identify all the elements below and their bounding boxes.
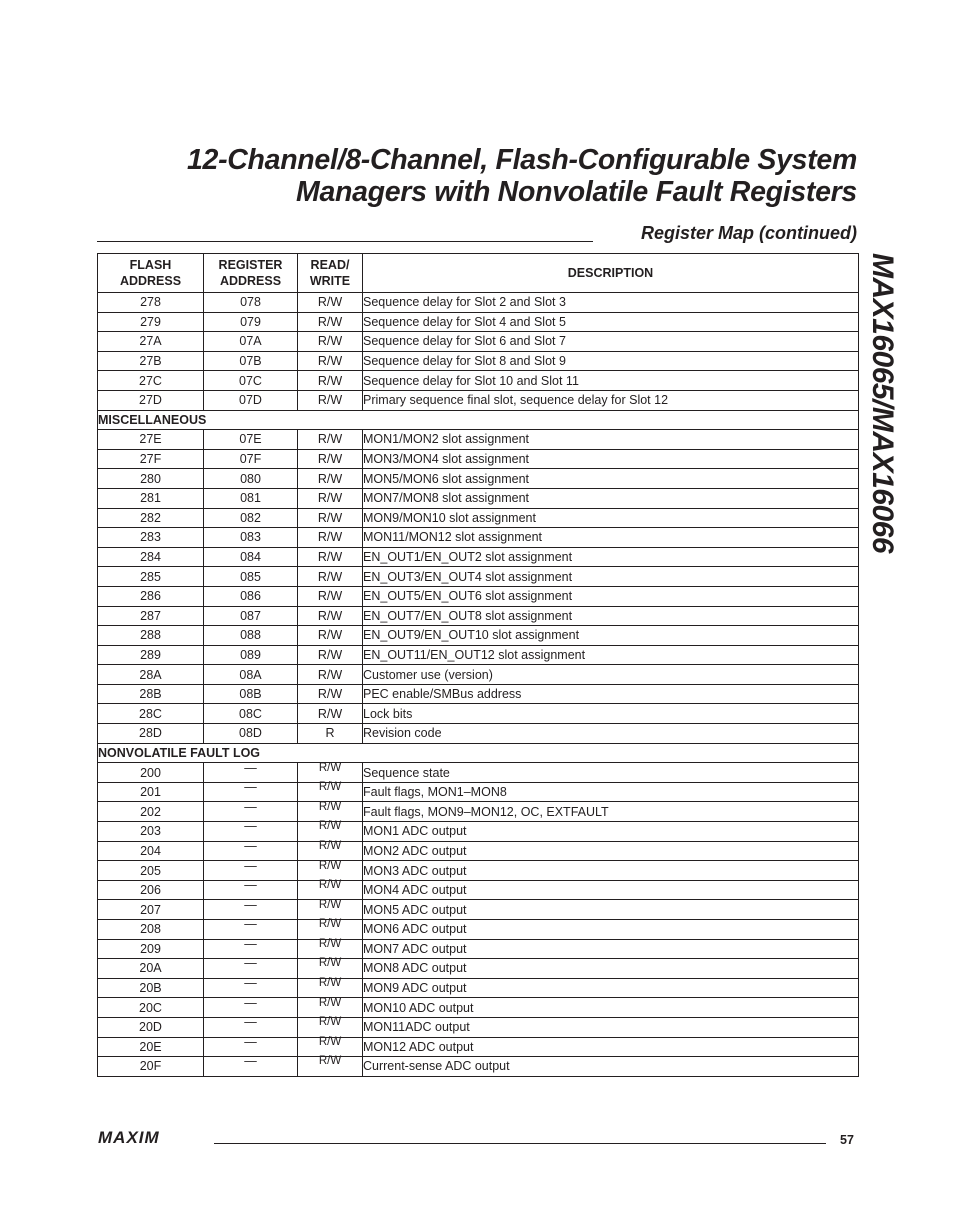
flash-address-cell: 279 <box>98 312 204 332</box>
table-body-top <box>98 293 859 411</box>
read-write-cell: R/W <box>298 547 363 567</box>
table-body-nv <box>98 760 859 1077</box>
read-write-cell: R/W <box>298 684 363 704</box>
read-write-cell <box>298 841 363 861</box>
register-address-header <box>204 254 298 293</box>
description-cell: MON2 ADC output <box>363 841 859 861</box>
read-write-cell: R/W <box>298 626 363 646</box>
register-address-cell <box>204 978 298 998</box>
read-write-cell <box>298 1037 363 1057</box>
register-address-cell: 078 <box>204 293 298 313</box>
description-cell: Sequence delay for Slot 4 and Slot 5 <box>363 312 859 332</box>
flash-address-cell: 20C <box>98 998 204 1018</box>
read-write-cell-text: R/W <box>318 1055 342 1068</box>
read-write-cell-text: R/W <box>318 800 342 813</box>
table-row <box>98 978 859 998</box>
flash-address-cell: 204 <box>98 841 204 861</box>
description-cell: MON5/MON6 slot assignment <box>363 469 859 489</box>
description-cell: MON12 ADC output <box>363 1037 859 1057</box>
read-write-cell <box>298 782 363 802</box>
description-cell: MON5 ADC output <box>363 900 859 920</box>
read-write-cell: R/W <box>298 606 363 626</box>
table-row <box>98 939 859 959</box>
read-write-cell-text: R/W <box>318 996 342 1009</box>
register-address-cell-text: — <box>244 838 257 853</box>
register-address-cell-text: — <box>244 878 257 893</box>
register-address-cell <box>204 838 298 861</box>
table-row <box>98 371 859 391</box>
flash-address-cell: 283 <box>98 528 204 548</box>
flash-address-cell: 287 <box>98 606 204 626</box>
register-address-cell: 07F <box>204 449 298 469</box>
table-row <box>98 606 859 626</box>
read-write-cell: R/W <box>298 528 363 548</box>
side-title-text: MAX16065/MAX16066 <box>866 252 899 554</box>
read-write-cell <box>298 900 363 920</box>
register-address-cell <box>204 1054 298 1077</box>
flash-address-cell: 27D <box>98 390 204 410</box>
read-write-cell-text: R/W <box>318 781 342 794</box>
flash-address-cell: 286 <box>98 586 204 606</box>
read-write-cell <box>298 880 363 900</box>
flash-address-cell: 27E <box>98 430 204 450</box>
flash-address-cell: 288 <box>98 626 204 646</box>
flash-address-cell: 20E <box>98 1037 204 1057</box>
read-write-cell: R/W <box>298 430 363 450</box>
register-address-cell-text: — <box>244 819 257 834</box>
register-address-cell: 08D <box>204 724 298 744</box>
register-address-cell: 08C <box>204 704 298 724</box>
table-row <box>98 1017 859 1037</box>
table-row <box>98 430 859 450</box>
read-write-cell-text: R/W <box>318 898 342 911</box>
flash-address-cell: 201 <box>98 782 204 802</box>
header-text: ADDRESS <box>119 274 182 288</box>
register-address-cell <box>204 880 298 900</box>
register-address-cell: 089 <box>204 645 298 665</box>
side-title <box>857 228 907 578</box>
header-text: ADDRESS <box>219 274 282 288</box>
read-write-cell <box>298 763 363 783</box>
section-label: MISCELLANEOUS <box>98 410 859 430</box>
section-title: Register Map (continued) <box>640 223 857 243</box>
register-address-cell: 088 <box>204 626 298 646</box>
register-address-cell: 079 <box>204 312 298 332</box>
register-address-cell-text: — <box>244 995 257 1010</box>
description-cell: EN_OUT5/EN_OUT6 slot assignment <box>363 586 859 606</box>
description-cell: EN_OUT11/EN_OUT12 slot assignment <box>363 645 859 665</box>
flash-address-cell: 27A <box>98 332 204 352</box>
title-line-1: 12-Channel/8-Channel, Flash-Configurable System <box>186 144 857 176</box>
table-row <box>98 782 859 802</box>
table-row <box>98 802 859 822</box>
description-cell: Revision code <box>363 724 859 744</box>
description-cell: MON10 ADC output <box>363 998 859 1018</box>
document-title <box>187 144 857 208</box>
register-address-cell-text: — <box>244 1054 257 1069</box>
table-row <box>98 332 859 352</box>
register-address-cell: 07B <box>204 351 298 371</box>
description-cell: MON7 ADC output <box>363 939 859 959</box>
description-cell: MON6 ADC output <box>363 920 859 940</box>
read-write-cell: R/W <box>298 293 363 313</box>
register-address-cell-text: — <box>244 799 257 814</box>
section-rule <box>97 241 593 242</box>
description-cell: MON7/MON8 slot assignment <box>363 488 859 508</box>
description-cell: Customer use (version) <box>363 665 859 685</box>
read-write-cell <box>298 920 363 940</box>
table-row <box>98 567 859 587</box>
read-write-cell: R/W <box>298 488 363 508</box>
description-cell: Lock bits <box>363 704 859 724</box>
description-cell: Fault flags, MON1–MON8 <box>363 782 859 802</box>
read-write-cell-text: R/W <box>318 859 342 872</box>
description-cell: MON8 ADC output <box>363 959 859 979</box>
flash-address-cell: 202 <box>98 802 204 822</box>
register-address-cell: 081 <box>204 488 298 508</box>
register-address-cell: 08A <box>204 665 298 685</box>
description-cell: MON9/MON10 slot assignment <box>363 508 859 528</box>
table-row <box>98 469 859 489</box>
table-row <box>98 547 859 567</box>
header-text: REGISTER <box>218 258 283 272</box>
description-cell: MON11/MON12 slot assignment <box>363 528 859 548</box>
read-write-cell <box>298 959 363 979</box>
read-write-cell: R/W <box>298 449 363 469</box>
title-line-2: Managers with Nonvolatile Fault Registers <box>296 176 857 208</box>
flash-address-cell: 209 <box>98 939 204 959</box>
table-row <box>98 724 859 744</box>
table-row <box>98 586 859 606</box>
table-row <box>98 822 859 842</box>
flash-address-cell: 20F <box>98 1057 204 1077</box>
flash-address-cell: 28C <box>98 704 204 724</box>
flash-address-cell: 208 <box>98 920 204 940</box>
register-address-cell <box>204 782 298 802</box>
flash-address-cell: 20A <box>98 959 204 979</box>
table-row <box>98 528 859 548</box>
description-cell: EN_OUT7/EN_OUT8 slot assignment <box>363 606 859 626</box>
register-address-cell: 086 <box>204 586 298 606</box>
description-cell: Primary sequence final slot, sequence delay for Slot 12 <box>363 390 859 410</box>
read-write-cell <box>298 998 363 1018</box>
description-cell: Fault flags, MON9–MON12, OC, EXTFAULT <box>363 802 859 822</box>
flash-address-header <box>98 254 204 293</box>
table-header-row <box>98 254 859 293</box>
flash-address-cell: 278 <box>98 293 204 313</box>
read-write-cell: R/W <box>298 704 363 724</box>
read-write-cell-text: R/W <box>318 937 342 950</box>
read-write-cell: R/W <box>298 332 363 352</box>
register-address-cell-text: — <box>244 760 257 775</box>
register-address-cell: 07D <box>204 390 298 410</box>
description-cell: EN_OUT9/EN_OUT10 slot assignment <box>363 626 859 646</box>
description-header: DESCRIPTION <box>363 254 859 293</box>
table-row <box>98 390 859 410</box>
read-write-cell <box>298 939 363 959</box>
register-address-cell-text: — <box>244 956 257 971</box>
read-write-cell: R/W <box>298 390 363 410</box>
read-write-cell: R/W <box>298 665 363 685</box>
read-write-cell <box>298 822 363 842</box>
table-row <box>98 880 859 900</box>
flash-address-cell: 285 <box>98 567 204 587</box>
register-address-cell-text: — <box>244 897 257 912</box>
table-row <box>98 665 859 685</box>
table-row <box>98 684 859 704</box>
read-write-cell-text: R/W <box>318 879 342 892</box>
read-write-cell-text: R/W <box>318 1016 342 1029</box>
read-write-cell: R/W <box>298 567 363 587</box>
read-write-cell: R <box>298 724 363 744</box>
register-address-cell-text: — <box>244 917 257 932</box>
description-cell: Sequence delay for Slot 10 and Slot 11 <box>363 371 859 391</box>
flash-address-cell: 289 <box>98 645 204 665</box>
register-address-cell-text: — <box>244 976 257 991</box>
register-address-cell: 083 <box>204 528 298 548</box>
table-row <box>98 508 859 528</box>
description-cell: MON3/MON4 slot assignment <box>363 449 859 469</box>
description-cell: Sequence state <box>363 763 859 783</box>
logo-text: MAXIM <box>98 1129 160 1145</box>
read-write-cell-text: R/W <box>318 1035 342 1048</box>
register-address-cell: 07A <box>204 332 298 352</box>
description-cell: MON11ADC output <box>363 1017 859 1037</box>
description-cell: MON1 ADC output <box>363 822 859 842</box>
table-row <box>98 763 859 783</box>
description-cell: MON4 ADC output <box>363 880 859 900</box>
flash-address-cell: 205 <box>98 861 204 881</box>
read-write-cell: R/W <box>298 371 363 391</box>
read-write-cell-text: R/W <box>318 820 342 833</box>
register-address-cell: 07E <box>204 430 298 450</box>
register-address-cell: 082 <box>204 508 298 528</box>
description-cell: EN_OUT3/EN_OUT4 slot assignment <box>363 567 859 587</box>
table-row <box>98 449 859 469</box>
description-cell: MON3 ADC output <box>363 861 859 881</box>
table-row <box>98 293 859 313</box>
flash-address-cell: 28D <box>98 724 204 744</box>
register-map-table <box>97 253 859 1077</box>
register-address-cell: 087 <box>204 606 298 626</box>
description-cell: MON1/MON2 slot assignment <box>363 430 859 450</box>
flash-address-cell: 27B <box>98 351 204 371</box>
flash-address-cell: 27F <box>98 449 204 469</box>
register-address-cell: 07C <box>204 371 298 391</box>
flash-address-cell: 206 <box>98 880 204 900</box>
description-cell: PEC enable/SMBus address <box>363 684 859 704</box>
table-row <box>98 998 859 1018</box>
table-row <box>98 1057 859 1077</box>
flash-address-cell: 27C <box>98 371 204 391</box>
read-write-cell <box>298 861 363 881</box>
table-row <box>98 959 859 979</box>
read-write-cell-text: R/W <box>318 839 342 852</box>
page-number: 57 <box>840 1133 854 1147</box>
read-write-cell <box>298 1017 363 1037</box>
section-row <box>98 410 859 430</box>
flash-address-cell: 20B <box>98 978 204 998</box>
read-write-cell-text: R/W <box>318 761 342 774</box>
register-address-cell-text: — <box>244 1034 257 1049</box>
read-write-cell: R/W <box>298 312 363 332</box>
read-write-cell: R/W <box>298 351 363 371</box>
footer-rule <box>214 1143 826 1144</box>
table-row <box>98 841 859 861</box>
table-row <box>98 920 859 940</box>
table-row <box>98 645 859 665</box>
flash-address-cell: 20D <box>98 1017 204 1037</box>
flash-address-cell: 28A <box>98 665 204 685</box>
table-section-misc <box>98 410 859 430</box>
read-write-cell: R/W <box>298 645 363 665</box>
table-row <box>98 488 859 508</box>
flash-address-cell: 280 <box>98 469 204 489</box>
flash-address-cell: 28B <box>98 684 204 704</box>
table-section-nv <box>98 743 859 763</box>
header-text: FLASH <box>129 258 172 272</box>
description-cell: Current-sense ADC output <box>363 1057 859 1077</box>
description-cell: Sequence delay for Slot 8 and Slot 9 <box>363 351 859 371</box>
table-row <box>98 861 859 881</box>
table-row <box>98 312 859 332</box>
section-label: NONVOLATILE FAULT LOG <box>98 743 859 763</box>
header-text: READ/ <box>310 258 350 272</box>
table-row <box>98 626 859 646</box>
register-address-cell-text: — <box>244 936 257 951</box>
register-address-cell-text: — <box>244 780 257 795</box>
description-cell: MON9 ADC output <box>363 978 859 998</box>
register-address-cell: 085 <box>204 567 298 587</box>
read-write-cell: R/W <box>298 508 363 528</box>
table-row <box>98 351 859 371</box>
read-write-cell <box>298 1057 363 1077</box>
read-write-cell: R/W <box>298 586 363 606</box>
flash-address-cell: 284 <box>98 547 204 567</box>
description-cell: Sequence delay for Slot 2 and Slot 3 <box>363 293 859 313</box>
register-address-cell: 080 <box>204 469 298 489</box>
description-cell: EN_OUT1/EN_OUT2 slot assignment <box>363 547 859 567</box>
table-body-misc <box>98 430 859 744</box>
table-row <box>98 1037 859 1057</box>
read-write-header <box>298 254 363 293</box>
table-row <box>98 900 859 920</box>
header-text: WRITE <box>309 274 351 288</box>
register-address-cell: 084 <box>204 547 298 567</box>
register-address-cell-text: — <box>244 1015 257 1030</box>
read-write-cell: R/W <box>298 469 363 489</box>
flash-address-cell: 282 <box>98 508 204 528</box>
flash-address-cell: 207 <box>98 900 204 920</box>
read-write-cell <box>298 802 363 822</box>
register-address-cell: 08B <box>204 684 298 704</box>
flash-address-cell: 281 <box>98 488 204 508</box>
maxim-logo <box>98 1129 210 1145</box>
flash-address-cell: 200 <box>98 763 204 783</box>
description-cell: Sequence delay for Slot 6 and Slot 7 <box>363 332 859 352</box>
flash-address-cell: 203 <box>98 822 204 842</box>
register-address-cell-text: — <box>244 858 257 873</box>
read-write-cell-text: R/W <box>318 918 342 931</box>
section-row <box>98 743 859 763</box>
read-write-cell-text: R/W <box>318 977 342 990</box>
table-row <box>98 704 859 724</box>
read-write-cell <box>298 978 363 998</box>
read-write-cell-text: R/W <box>318 957 342 970</box>
